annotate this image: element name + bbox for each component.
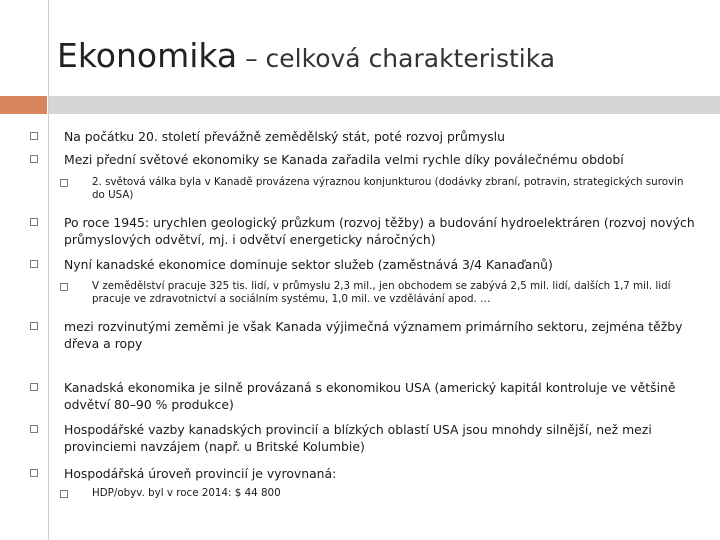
list-item-text: 2. světová válka byla v Kanadě provázena výraznou konjunkturou (dodávky zbraní, potravin, strategických surovin do USA) — [92, 176, 684, 201]
list-item-text: Na počátku 20. století převážně zemědělský stát, poté rozvoj průmyslu — [64, 129, 505, 144]
title-main: Ekonomika — [57, 36, 238, 75]
bullet-square-icon — [30, 469, 38, 477]
list-item — [28, 465, 698, 482]
list-item — [28, 214, 698, 248]
bullet-square-icon — [60, 490, 68, 498]
sub-list-item — [28, 487, 698, 500]
sub-list-item — [28, 280, 698, 306]
list-item-text: HDP/obyv. byl v roce 2014: $ 44 800 — [92, 487, 281, 499]
slide-title — [57, 36, 555, 75]
title-divider-bar — [49, 96, 720, 114]
list-item — [28, 379, 698, 413]
list-item-text: Po roce 1945: urychlen geologický průzkum (rozvoj těžby) a budování hydroelektráren (rozvoj nových průmyslových odvětví, mj. i odvětví energeticky náročných) — [64, 215, 695, 247]
sub-list-item — [28, 176, 698, 202]
title-sub: – celková charakteristika — [237, 44, 556, 73]
list-item-text: V zemědělství pracuje 325 tis. lidí, v průmyslu 2,3 mil., jen obchodem se zabývá 2,5 mil. lidí, dalších 1,7 mil. lidí pracuje ve zdravotnictví a sociálním systému, 1,0 mil. ve vzdělávání apod. … — [92, 280, 671, 305]
list-item — [28, 256, 698, 273]
bullet-square-icon — [60, 283, 68, 291]
list-item-text: Hospodářská úroveň provincií je vyrovnaná: — [64, 466, 337, 481]
list-item-text: mezi rozvinutými zeměmi je však Kanada výjimečná významem primárního sektoru, zejména těžby dřeva a ropy — [64, 319, 683, 351]
list-item-text: Kanadská ekonomika je silně provázaná s ekonomikou USA (americký kapitál kontroluje ve většině odvětví 80–90 % produkce) — [64, 380, 676, 412]
bullet-square-icon — [30, 218, 38, 226]
bullet-list — [28, 122, 698, 500]
list-item-text: Hospodářské vazby kanadských provincií a blízkých oblastí USA jsou mnohdy silnější, než mezi provinciemi navzájem (např. u Britské Kolumbie) — [64, 422, 652, 454]
bullet-square-icon — [30, 322, 38, 330]
list-item-text: Nyní kanadské ekonomice dominuje sektor služeb (zaměstnává 3/4 Kanaďanů) — [64, 257, 553, 272]
list-item — [28, 421, 698, 455]
list-item — [28, 128, 698, 145]
bullet-square-icon — [60, 179, 68, 187]
list-item-text: Mezi přední světové ekonomiky se Kanada zařadila velmi rychle díky poválečnému období — [64, 152, 624, 167]
bullet-square-icon — [30, 383, 38, 391]
bullet-square-icon — [30, 155, 38, 163]
bullet-square-icon — [30, 425, 38, 433]
bullet-square-icon — [30, 260, 38, 268]
bullet-square-icon — [30, 132, 38, 140]
list-item — [28, 318, 698, 352]
title-accent-bar — [0, 96, 47, 114]
list-item — [28, 151, 698, 168]
